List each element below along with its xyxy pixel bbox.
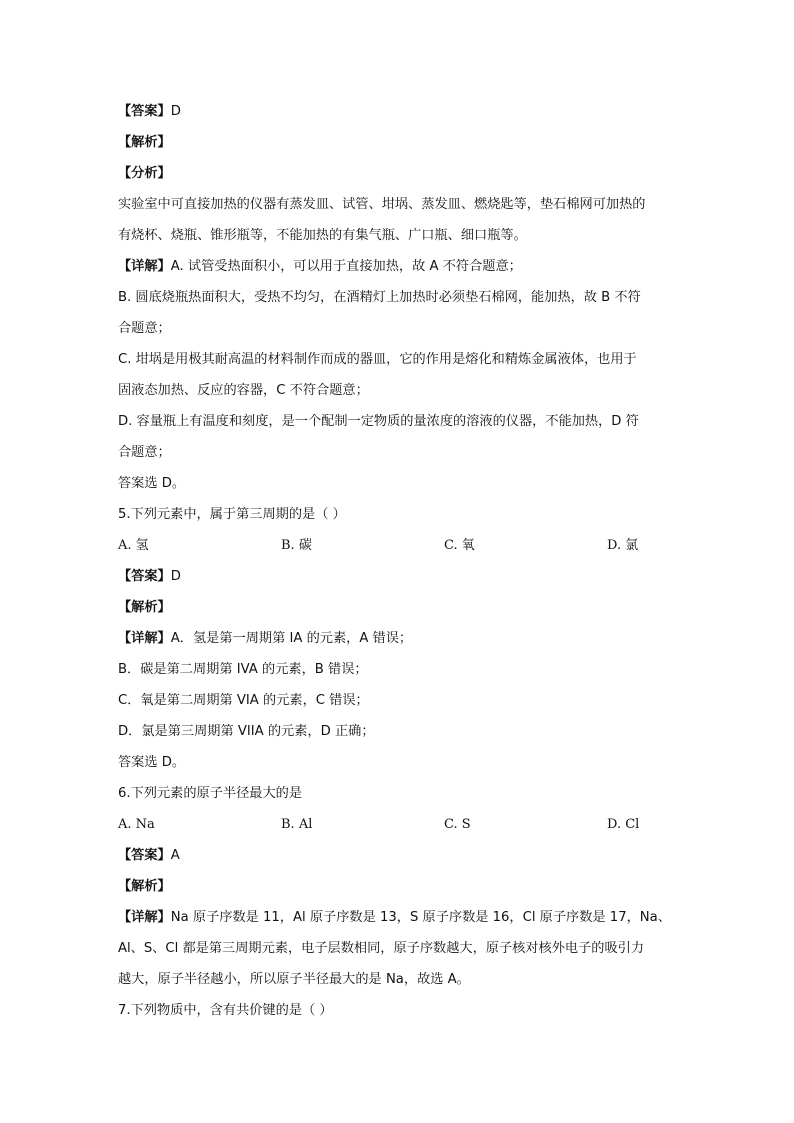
q5-question: 5.下列元素中，属于第三周期的是（ ） <box>118 507 346 522</box>
q5-detail-d: D．氯是第三周期第 VIIA 的元素，D 正确； <box>118 724 375 739</box>
q4-answer-line <box>118 100 678 131</box>
q5-option-b: B. 碳 <box>281 538 312 553</box>
detail-tag: 【详解】 <box>118 910 171 925</box>
answer-value: D <box>170 104 181 119</box>
answer-tag: 【答案】 <box>118 104 171 119</box>
q4-fenxi-tag: 【分析】 <box>118 166 171 181</box>
q4-detail-d-line-2: 合题意； <box>118 445 171 460</box>
detail-text: Na 原子序数是 11，Al 原子序数是 13，S 原子序数是 16，Cl 原子序数是 17，Na、 <box>170 910 671 925</box>
q4-detail-c-line-2: 固液态加热、反应的容器，C 不符合题意； <box>118 383 369 398</box>
q4-analysis-tag: 【解析】 <box>118 135 171 150</box>
q5-answer-line <box>118 565 678 596</box>
q6-option-a: A. Na <box>118 817 155 832</box>
document-content <box>118 100 678 1030</box>
q4-detail-d-line-1: D. 容量瓶上有温度和刻度，是一个配制一定物质的量浓度的溶液的仪器，不能加热，D 符 <box>118 414 639 429</box>
q6-options <box>118 813 678 844</box>
answer-tag: 【答案】 <box>118 569 171 584</box>
q6-question: 6.下列元素的原子半径最大的是 <box>118 786 303 801</box>
q4-conclusion: 答案选 D。 <box>118 476 186 491</box>
q4-detail-a-line <box>118 255 678 286</box>
q5-option-d: D. 氯 <box>607 538 639 553</box>
q5-options <box>118 534 678 565</box>
q6-detail-line-2: Al、S、Cl 都是第三周期元素，电子层数相同，原子序数越大，原子核对核外电子的吸引力 <box>118 941 645 956</box>
answer-value: D <box>170 569 181 584</box>
q5-detail-c: C．氧是第二周期第 VIA 的元素，C 错误； <box>118 693 369 708</box>
q6-detail-line-3: 越大，原子半径越小，所以原子半径最大的是 Na，故选 A。 <box>118 972 470 987</box>
q5-analysis-tag: 【解析】 <box>118 600 171 615</box>
q6-option-b: B. Al <box>281 817 313 832</box>
answer-value: A <box>170 848 180 863</box>
q6-analysis-tag: 【解析】 <box>118 879 171 894</box>
q6-answer-line <box>118 844 678 875</box>
q4-detail-b-line-2: 合题意； <box>118 321 171 336</box>
q6-detail-line-1 <box>118 906 678 937</box>
q4-fenxi-line-2: 有烧杯、烧瓶、锥形瓶等，不能加热的有集气瓶、广口瓶、细口瓶等。 <box>118 228 527 243</box>
q4-detail-b-line-1: B. 圆底烧瓶热面积大，受热不均匀，在酒精灯上加热时必须垫石棉网，能加热，故 B 不符 <box>118 290 641 305</box>
answer-tag: 【答案】 <box>118 848 171 863</box>
q5-option-c: C. 氧 <box>444 538 475 553</box>
detail-text: A．氢是第一周期第 IA 的元素，A 错误； <box>170 631 413 646</box>
q4-fenxi-line-1: 实验室中可直接加热的仪器有蒸发皿、试管、坩埚、蒸发皿、燃烧匙等，垫石棉网可加热的 <box>118 197 646 212</box>
detail-text: A. 试管受热面积小，可以用于直接加热，故 A 不符合题意； <box>170 259 522 274</box>
q6-option-d: D. Cl <box>607 817 640 832</box>
q7-question: 7.下列物质中，含有共价键的是（ ） <box>118 1003 333 1018</box>
q6-option-c: C. S <box>444 817 471 832</box>
detail-tag: 【详解】 <box>118 259 171 274</box>
q5-conclusion: 答案选 D。 <box>118 755 186 770</box>
q5-detail-a-line <box>118 627 678 658</box>
q5-option-a: A. 氢 <box>118 538 149 553</box>
q4-detail-c-line-1: C. 坩埚是用极其耐高温的材料制作而成的器皿，它的作用是熔化和精炼金属液体，也用于 <box>118 352 637 367</box>
q5-detail-b: B．碳是第二周期第 IVA 的元素，B 错误； <box>118 662 368 677</box>
detail-tag: 【详解】 <box>118 631 171 646</box>
